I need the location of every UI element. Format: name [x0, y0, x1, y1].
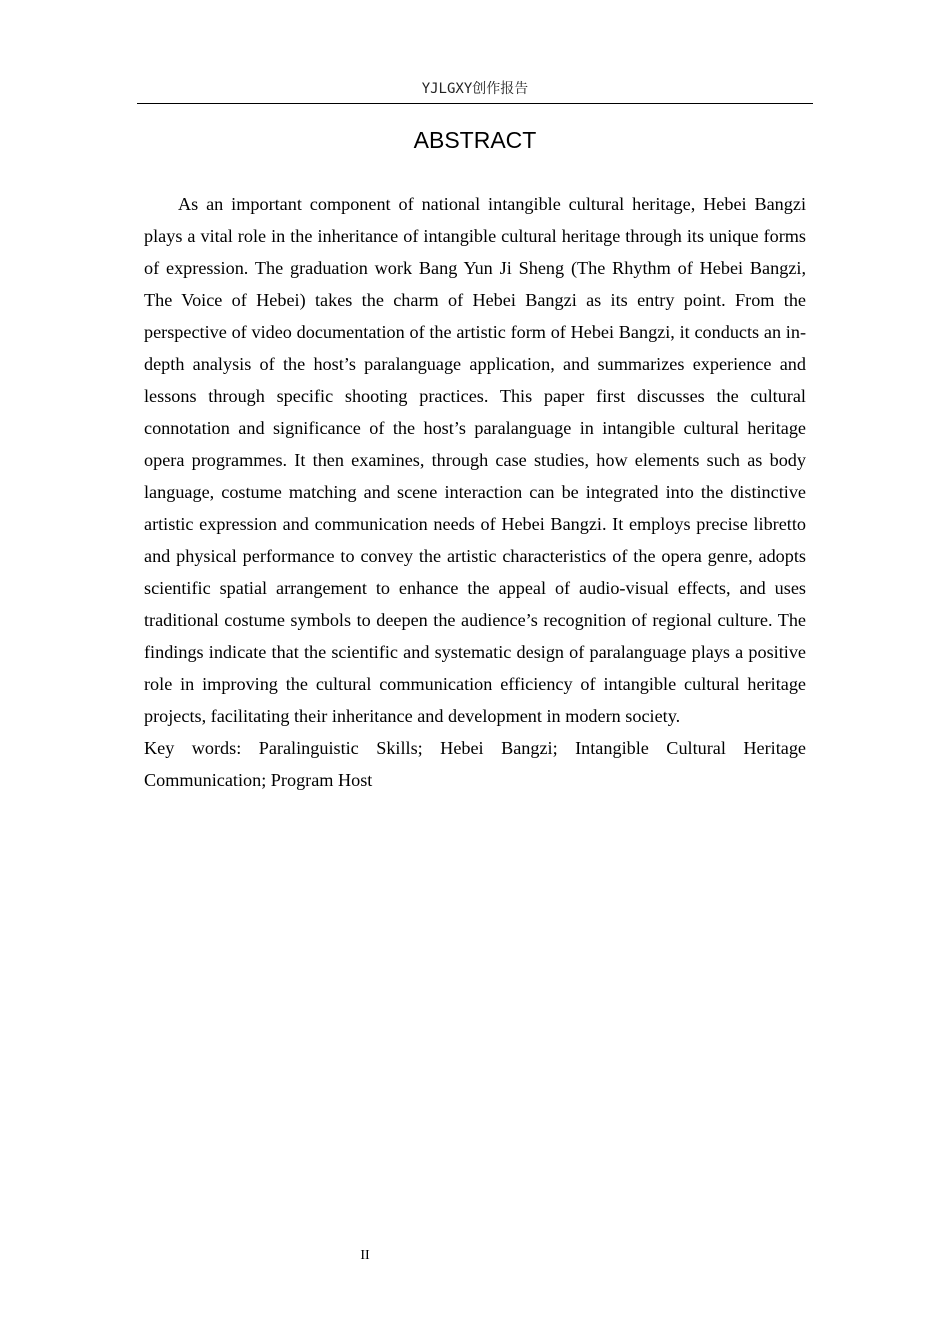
- abstract-paragraph: As an important component of national intangible cultural heritage, Hebei Bangzi plays a vital role in the inheritance of intangible cultural heritage through its unique forms of expression. The graduation work Bang Yun Ji Sheng (The Rhythm of Hebei Bangzi, The Voice of Hebei) takes the charm of Hebei Bangzi as its entry point. From the perspective of video documentation of the artistic form of Hebei Bangzi, it conducts an in-depth analysis of the host’s paralanguage application, and summarizes experience and lessons through specific shooting practices. This paper first discusses the cultural connotation and significance of the host’s paralanguage in intangible cultural heritage opera programmes. It then examines, through case studies, how elements such as body language, costume matching and scene interaction can be integrated into the distinctive artistic expression and communication needs of Hebei Bangzi. It employs precise libretto and physical performance to convey the artistic characteristics of the opera genre, adopts scientific spatial arrangement to enhance the appeal of audio-visual effects, and uses traditional costume symbols to deepen the audience’s recognition of regional culture. The findings indicate that the scientific and systematic design of paralanguage plays a positive role in improving the cultural communication efficiency of intangible cultural heritage projects, facilitating their inheritance and development in modern society.: [144, 194, 806, 726]
- header-text: YJLGXY创作报告: [421, 81, 529, 97]
- abstract-title: ABSTRACT: [413, 127, 537, 153]
- page-header: [137, 78, 813, 104]
- page-number: II: [360, 1248, 370, 1263]
- keywords-line: Key words: Paralinguistic Skills; Hebei Bangzi; Intangible Cultural Heritage Communication; Program Host: [144, 738, 806, 790]
- abstract-body: [144, 188, 806, 796]
